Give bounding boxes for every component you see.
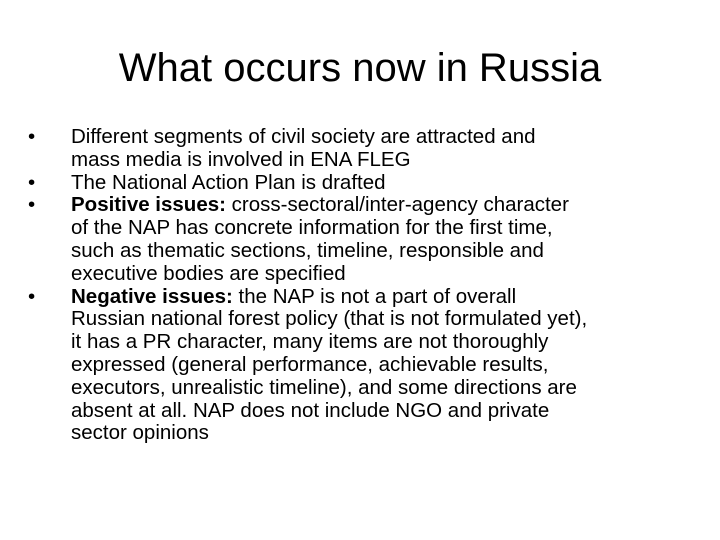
bullet-list <box>28 126 688 445</box>
bullet-item-nap-drafted <box>28 172 688 195</box>
bullet-text <box>71 172 688 195</box>
bullet-text <box>71 126 688 172</box>
bullet-content: the NAP is not a part of overall Russian national forest policy (that is not formulated yet), it has a PR character, many items are not thoroughly expressed (general performance, achievable results, executors, unrealistic timeline), and some directions are absent at all. NAP does not include NGO and private sector opinions <box>71 284 588 445</box>
bullet-content: The National Action Plan is drafted <box>71 170 386 194</box>
bullet-dot-icon: • <box>28 193 36 217</box>
bullet-item-positive-issues <box>28 194 688 285</box>
bullet-content: cross-sectoral/inter-agency character of the NAP has concrete information for the first time, such as thematic sections, timeline, responsible and executive bodies are specified <box>71 193 569 285</box>
bullet-item-negative-issues <box>28 286 688 446</box>
bullet-content: Different segments of civil society are attracted and mass media is involved in ENA FLEG <box>71 125 536 171</box>
bullet-item-civil-society <box>28 126 688 172</box>
bullet-text <box>71 194 688 285</box>
bullet-lead: Negative issues: <box>71 284 233 308</box>
bullet-text <box>71 286 688 446</box>
bullet-lead: Positive issues: <box>71 193 226 217</box>
bullet-dot-icon: • <box>28 284 36 308</box>
slide-title: What occurs now in Russia <box>118 46 602 90</box>
bullet-dot-icon: • <box>28 125 36 148</box>
bullet-dot-icon: • <box>28 170 36 194</box>
